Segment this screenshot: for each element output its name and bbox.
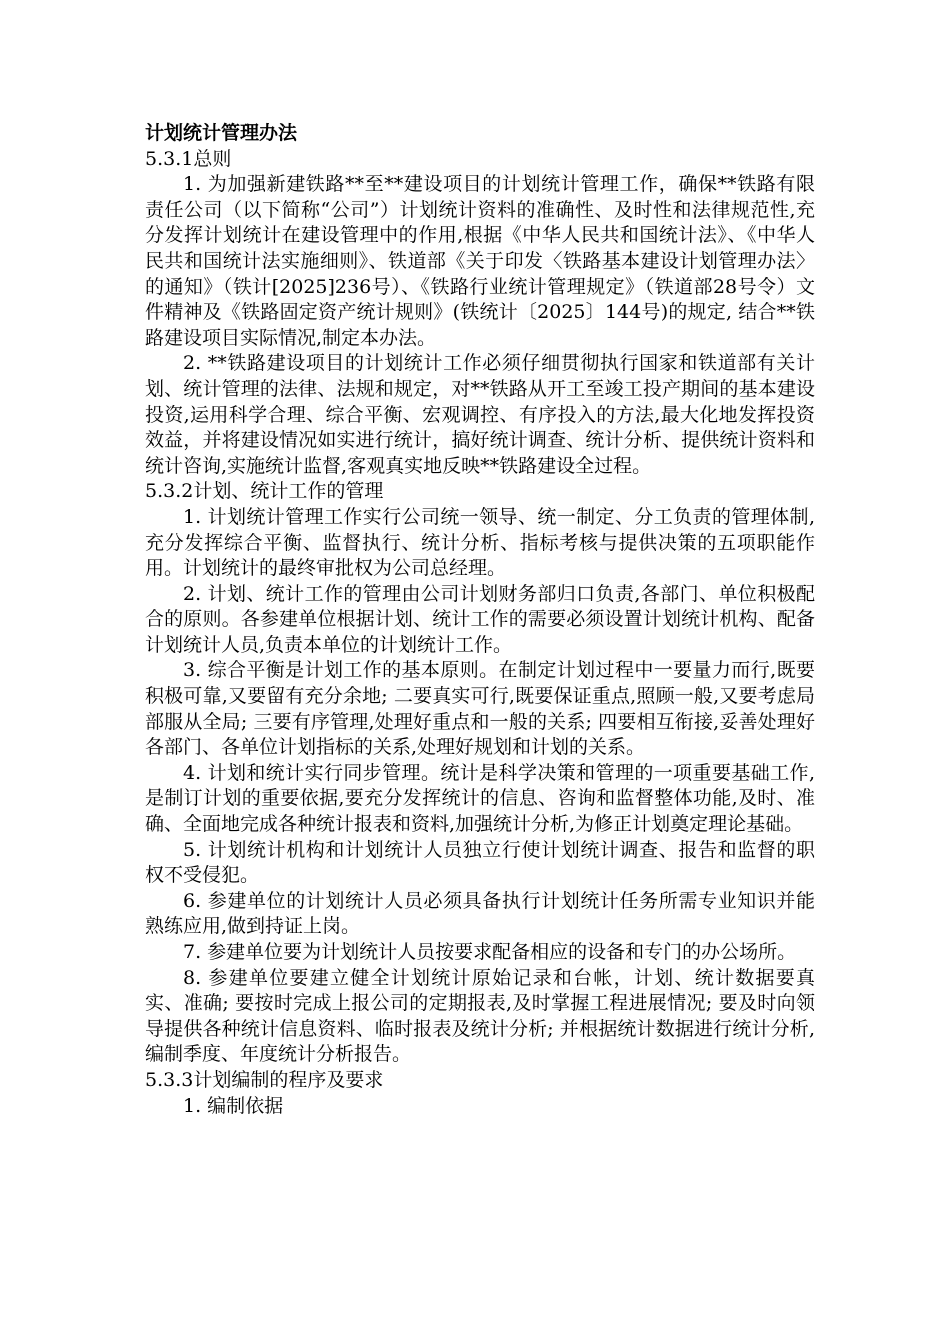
paragraph: 1. 为加强新建铁路**至**建设项目的计划统计管理工作，确保**铁路有限责任公司（以下简称“公司”）计划统计资料的准确性、及时性和法律规范性,充分发挥计划统计在建设管理中的作用,根据《中华人民共和国统计法》、《中华人民共和国统计法实施细则》、铁道部《关于印发〈铁路基本建设计划管理办法〉的通知》（铁计[2025]236号）、《铁路行业统计管理规定》（铁道部28号令）文件精神及《铁路固定资产统计规则》(铁统计〔2025〕144号)的规定, 结合**铁路建设项目实际情况,制定本办法。: [145, 173, 815, 349]
paragraph: 1. 编制依据: [183, 1094, 284, 1117]
paragraph: 7. 参建单位要为计划统计人员按要求配备相应的设备和专门的办公场所。: [183, 941, 797, 963]
document-page: [145, 121, 815, 1119]
paragraph: 2. **铁路建设项目的计划统计工作必须仔细贯彻执行国家和铁道部有关计划、统计管理的法律、法规和规定，对**铁路从开工至竣工投产期间的基本建设投资,运用科学合理、综合平衡、宏观调控、有序投入的方法,最大化地发挥投资效益，并将建设情况如实进行统计，搞好统计调查、统计分析、提供统计资料和统计咨询,实施统计监督,客观真实地反映**铁路建设全过程。: [145, 352, 815, 477]
paragraph: 4. 计划和统计实行同步管理。统计是科学决策和管理的一项重要基础工作,是制订计划的重要依据,要充分发挥统计的信息、咨询和监督整体功能,及时、准确、全面地完成各种统计报表和资料,加强统计分析,为修正计划奠定理论基础。: [145, 761, 815, 836]
paragraph: 6. 参建单位的计划统计人员必须具备执行计划统计任务所需专业知识并能熟练应用,做到持证上岗。: [145, 889, 815, 938]
paragraph: 5. 计划统计机构和计划统计人员独立行使计划统计调查、报告和监督的职权不受侵犯。: [145, 838, 815, 887]
paragraph: 3. 综合平衡是计划工作的基本原则。在制定计划过程中一要量力而行,既要积极可靠,又要留有充分余地; 二要真实可行,既要保证重点,照顾一般,又要考虑局部服从全局; 三要有序管理,处理好重点和一般的关系; 四要相互衔接,妥善处理好各部门、各单位计划指标的关系,处理好规划和计划的关系。: [145, 659, 815, 759]
section-heading-planning: 5.3.3计划编制的程序及要求: [145, 1068, 384, 1091]
paragraph: 2. 计划、统计工作的管理由公司计划财务部归口负责,各部门、单位积极配合的原则。各参建单位根据计划、统计工作的需要必须设置计划统计机构、配备计划统计人员,负责本单位的计划统计工作。: [145, 582, 815, 656]
paragraph: 1. 计划统计管理工作实行公司统一领导、统一制定、分工负责的管理体制,充分发挥综合平衡、监督执行、统计分析、指标考核与提供决策的五项职能作用。计划统计的最终审批权为公司总经理。: [145, 505, 815, 580]
section-heading-general: 5.3.1总则: [145, 147, 232, 170]
document-title: 计划统计管理办法: [145, 122, 298, 144]
paragraph: 8. 参建单位要建立健全计划统计原始记录和台帐，计划、统计数据要真实、准确; 要按时完成上报公司的定期报表,及时掌握工程进展情况; 要及时向领导提供各种统计信息资料、临时报表及统计分析; 并根据统计数据进行统计分析,编制季度、年度统计分析报告。: [145, 966, 815, 1066]
section-heading-management: 5.3.2计划、统计工作的管理: [145, 480, 384, 503]
